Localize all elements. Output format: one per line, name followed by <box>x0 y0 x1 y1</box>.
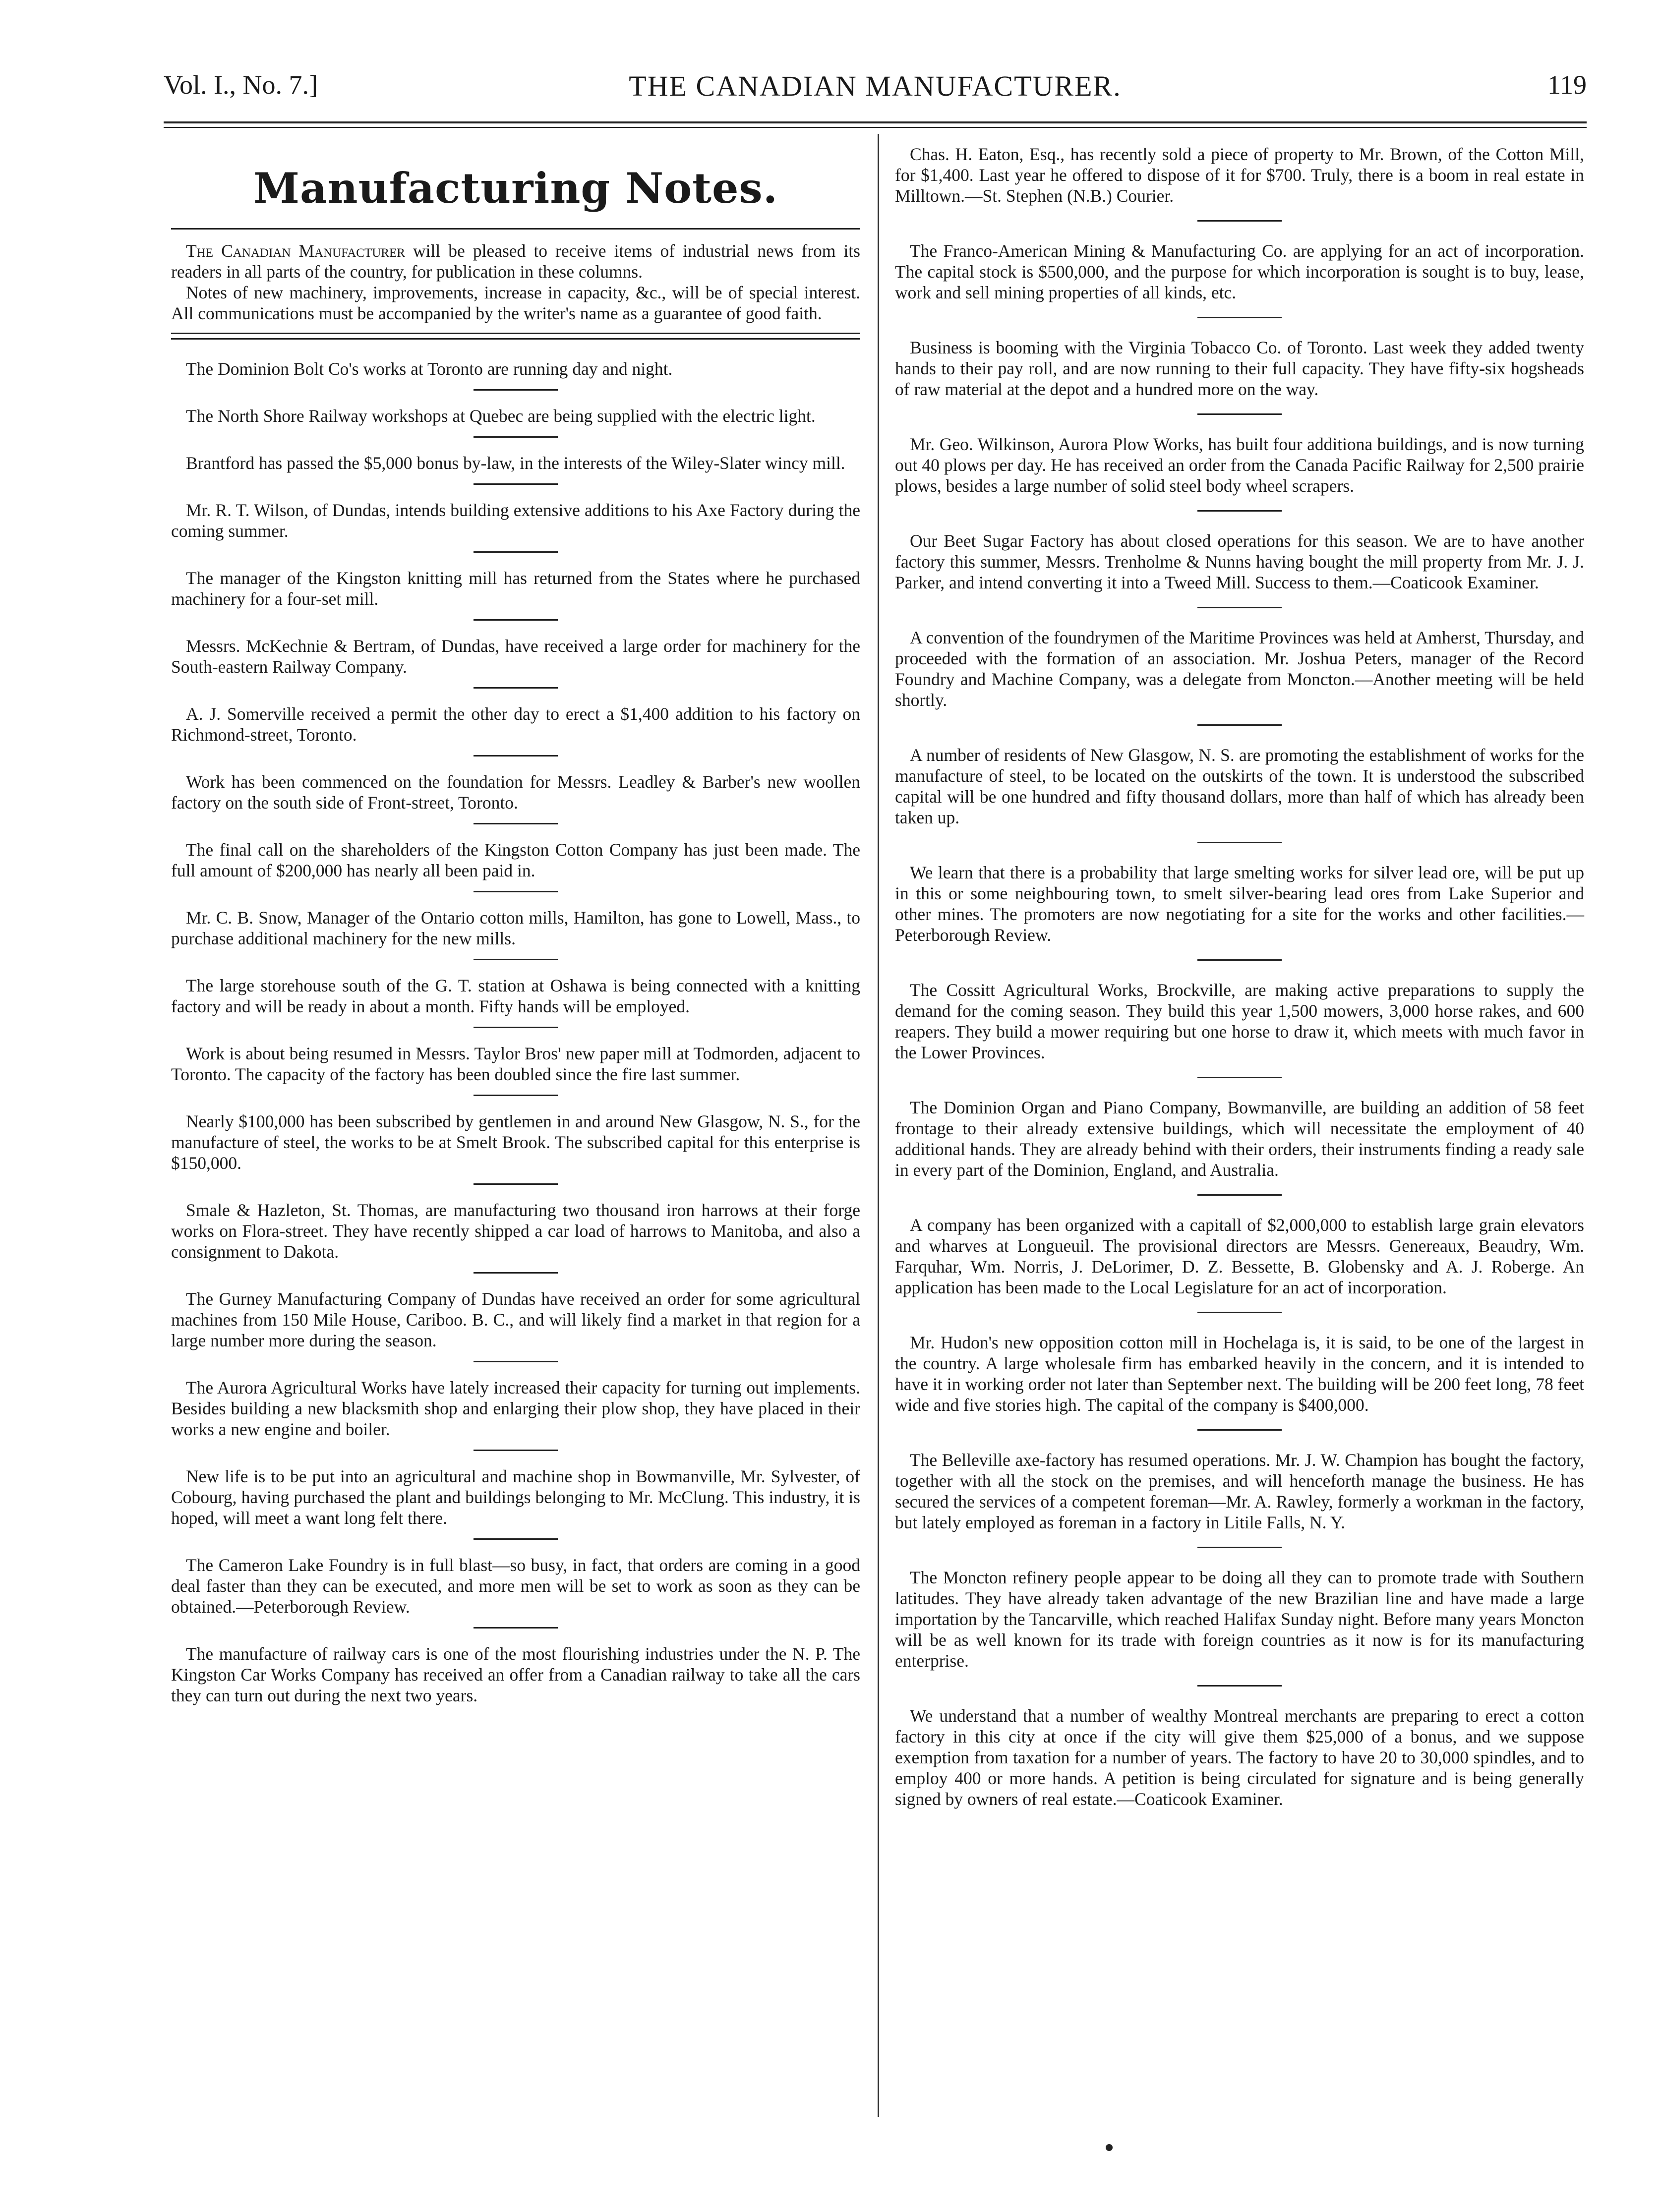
news-item-text: Work is about being resumed in Messrs. Taylor Bros' new paper mill at Todmorden, adjacent to Toronto. The capacity of the factory has been doubled since the fire last summer. <box>171 1044 860 1084</box>
news-item <box>171 453 860 473</box>
intro-notice <box>171 240 860 324</box>
news-item <box>895 530 1584 593</box>
news-item <box>171 703 860 745</box>
news-item <box>171 1377 860 1440</box>
news-item-text: A company has been organized with a capitall of $2,000,000 to establish large grain elevators and wharves at Longueuil. The provisional directors are Messrs. Genereaux, Beaudry, Wm. Farquhar, Wm. Norris, J. DeLorimer, D. Z. Bessette, B. Globensky and A. J. Roberge. An application has been made to the Local Legislature for an act of incorporation. <box>895 1215 1584 1297</box>
news-item-text: Messrs. McKechnie & Bertram, of Dundas, have received a large order for machinery for the South-eastern Railway Company. <box>171 636 860 677</box>
news-item <box>171 406 860 426</box>
page-header <box>164 69 1587 119</box>
news-item-text: A number of residents of New Glasgow, N. S. are promoting the establishment of works for the manufacture of steel, to be located on the outskirts of the town. It is understood the subscribed capital will be one hundred and fifty thousand dollars, more than half of which has already been taken up. <box>895 745 1584 827</box>
item-separator <box>474 483 558 485</box>
title-rule <box>171 228 860 230</box>
news-item-text: Work has been commenced on the foundation for Messrs. Leadley & Barber's new woollen factory on the south side of Front-street, Toronto. <box>171 772 860 813</box>
news-item <box>171 1466 860 1528</box>
news-item-text: We understand that a number of wealthy Montreal merchants are preparing to erect a cotton factory in this city at once if the city will give them $25,000 of a bonus, and we suppose exemption from taxation for a number of years. The factory to have 20 to 30,000 spindles, and to employ 400 or more hands. A petition is being circulated for signature and is being generally signed by owners of real estate.—Coaticook Examiner. <box>895 1706 1584 1809</box>
right-column <box>895 144 1584 1809</box>
news-item <box>895 434 1584 496</box>
news-item <box>171 975 860 1017</box>
header-rule-top <box>164 121 1587 123</box>
news-item <box>171 636 860 677</box>
news-item-text: Mr. C. B. Snow, Manager of the Ontario cotton mills, Hamilton, has gone to Lowell, Mass., to purchase additional machinery for the new mills. <box>171 908 860 948</box>
item-separator <box>474 891 558 892</box>
item-separator <box>1197 317 1282 318</box>
news-item <box>171 500 860 541</box>
item-separator <box>474 823 558 824</box>
news-item <box>171 1288 860 1351</box>
item-separator <box>474 687 558 689</box>
news-item <box>895 1450 1584 1533</box>
news-item-text: Mr. Geo. Wilkinson, Aurora Plow Works, has built four additiona buildings, and is now turning out 40 plows per day. He has received an order from the Canada Pacific Railway for 2,500 prairie plows, besides a large number of solid steel body wheel scrapers. <box>895 434 1584 496</box>
item-separator <box>1197 1547 1282 1548</box>
left-news-list <box>171 358 860 1706</box>
news-item-text: Chas. H. Eaton, Esq., has recently sold a piece of property to Mr. Brown, of the Cotton Mill, for $1,400. Last year he offered to dispose of it for $700. Truly, there is a boom in real estate in Milltown.—St. Stephen (N.B.) Courier. <box>895 144 1584 206</box>
item-separator <box>474 1027 558 1028</box>
news-item <box>171 771 860 813</box>
news-item <box>171 1111 860 1173</box>
news-item-text: Smale & Hazleton, St. Thomas, are manufacturing two thousand iron harrows at their forge works on Flora-street. They have recently shipped a car load of harrows to Manitoba, and also a consignment to Dakota. <box>171 1200 860 1262</box>
news-item <box>895 337 1584 400</box>
column-divider <box>878 134 879 2117</box>
news-item-text: The Gurney Manufacturing Company of Dundas have received an order for some agricultural machines from 150 Mile House, Cariboo. B. C., and will likely find a market in that region for a large number more during the season. <box>171 1289 860 1350</box>
news-item-text: Business is booming with the Virginia Tobacco Co. of Toronto. Last week they added twenty hands to their pay roll, and are now running to their full capacity. They have fifty-six hogsheads of raw material at the depot and a hundred more on the way. <box>895 338 1584 399</box>
item-separator <box>474 389 558 391</box>
news-item-text: Brantford has passed the $5,000 bonus by-law, in the interests of the Wiley-Slater wincy mill. <box>186 453 845 473</box>
news-item <box>171 1043 860 1085</box>
magazine-name: The Canadian Manufacturer <box>186 241 405 261</box>
news-item-text: New life is to be put into an agricultural and machine shop in Bowmanville, Mr. Sylvester, of Cobourg, having purchased the plant and buildings belonging to Mr. McClung. This industry, it is hoped, will meet a want long felt there. <box>171 1466 860 1528</box>
volume-number: Vol. I., No. 7.] <box>164 70 318 100</box>
item-separator <box>474 551 558 553</box>
news-item-text: A. J. Somerville received a permit the other day to erect a $1,400 addition to his factory on Richmond-street, Toronto. <box>171 704 860 745</box>
item-separator <box>1197 842 1282 843</box>
news-item <box>895 1332 1584 1415</box>
news-item-text: Our Beet Sugar Factory has about closed operations for this season. We are to have another factory this summer, Messrs. Trenholme & Nunns having bought the mill property from Mr. J. J. Parker, and intend converting it into a Tweed Mill. Success to them.—Coaticook Examiner. <box>895 531 1584 592</box>
item-separator <box>474 1272 558 1274</box>
news-item <box>171 1643 860 1706</box>
section-title: Manufacturing Notes. <box>253 164 778 213</box>
item-separator <box>474 1450 558 1451</box>
news-item-text: We learn that there is a probability that large smelting works for silver lead ore, will be put up in this or some neighbouring town, to smelt silver-bearing lead ores from Lake Superior and other mines. The promoters are now negotiating for a site for the works and other facilities.—Peterborough Review. <box>895 863 1584 945</box>
item-separator <box>1197 1685 1282 1687</box>
news-item-text: The Cameron Lake Foundry is in full blast—so busy, in fact, that orders are coming in a good deal faster than they can be executed, and more men will be set to work as soon as they can be obtained.—Peterborough Review. <box>171 1555 860 1617</box>
item-separator <box>474 755 558 757</box>
news-item <box>895 240 1584 303</box>
item-separator <box>1197 510 1282 512</box>
news-item <box>895 1215 1584 1298</box>
news-item <box>895 144 1584 206</box>
item-separator <box>1197 607 1282 608</box>
news-item-text: The final call on the shareholders of the Kingston Cotton Company has just been made. The full amount of $200,000 has nearly all been paid in. <box>171 840 860 880</box>
news-item <box>895 627 1584 710</box>
news-item-text: The Cossitt Agricultural Works, Brockville, are making active preparations to supply the demand for the coming season. They build this year 1,500 mowers, 3,000 horse rakes, and 600 reapers. They build a mower requiring but one horse to draw it, which meets with much favor in the Lower Provinces. <box>895 980 1584 1062</box>
news-item-text: Mr. Hudon's new opposition cotton mill in Hochelaga is, it is said, to be one of the largest in the country. A large wholesale firm has embarked heavily in the concern, and it is intended to have it in working order not later than September next. The building will be 200 feet long, 78 feet wide and five stories high. The capital of the company is $400,000. <box>895 1333 1584 1415</box>
news-item-text: The large storehouse south of the G. T. station at Oshawa is being connected with a knitting factory and will be ready in about a month. Fifty hands will be employed. <box>171 976 860 1016</box>
news-item-text: The Dominion Organ and Piano Company, Bowmanville, are building an addition of 58 feet frontage to their already extensive buildings, which will necessitate the employment of 40 additional hands. They are already behind with their orders, their instruments finding a ready sale in every part of the Dominion, England, and Australia. <box>895 1098 1584 1180</box>
item-separator <box>1197 1312 1282 1313</box>
news-item <box>895 980 1584 1063</box>
item-separator <box>1197 1194 1282 1196</box>
intro-rule-bottom <box>171 338 860 340</box>
news-item <box>171 907 860 949</box>
intro-paragraph-1 <box>171 240 860 282</box>
item-separator <box>1197 724 1282 726</box>
item-separator <box>474 1095 558 1096</box>
intro-paragraph-2: Notes of new machinery, improvements, increase in capacity, &c., will be of special interest. All communications must be accompanied by the writer's name as a guarantee of good faith. <box>171 283 860 323</box>
news-item-text: The manager of the Kingston knitting mill has returned from the States where he purchased machinery for a four-set mill. <box>171 568 860 609</box>
item-separator <box>1197 1429 1282 1431</box>
item-separator <box>1197 1077 1282 1078</box>
item-separator <box>1197 220 1282 222</box>
news-item-text: The Aurora Agricultural Works have lately increased their capacity for turning out implements. Besides building a new blacksmith shop and enlarging their plow shop, they have placed in their works a new engine and boiler. <box>171 1378 860 1439</box>
item-separator <box>474 1361 558 1362</box>
news-item <box>895 1567 1584 1671</box>
news-item <box>171 1555 860 1617</box>
news-item-text: A convention of the foundrymen of the Maritime Provinces was held at Amherst, Thursday, and proceeded with the formation of an association. Mr. Joshua Peters, manager of the Record Foundry and Machine Company, was a delegate from Moncton.—Another meeting will be held shortly. <box>895 628 1584 710</box>
publication-title: THE CANADIAN MANUFACTURER. <box>629 70 1122 102</box>
news-item <box>895 1705 1584 1809</box>
news-item <box>895 1097 1584 1180</box>
left-column <box>171 134 860 1706</box>
item-separator <box>1197 959 1282 961</box>
intro-rule-top <box>171 333 860 334</box>
news-item <box>895 862 1584 945</box>
item-separator <box>474 619 558 621</box>
page-ornament-dot <box>1106 2144 1113 2151</box>
news-item-text: The Franco-American Mining & Manufacturing Co. are applying for an act of incorporation. The capital stock is $500,000, and the purpose for which incorporation is sought is to buy, lease, work and sell mining properties of all kinds, etc. <box>895 241 1584 302</box>
news-item-text: Mr. R. T. Wilson, of Dundas, intends building extensive additions to his Axe Factory during the coming summer. <box>171 500 860 541</box>
news-item-text: The Moncton refinery people appear to be doing all they can to promote trade with Southern latitudes. They have already taken advantage of the new Brazilian line and have made a large importation by the Tancarville, which reached Halifax Sunday night. Before many years Moncton will be as well known for its trade with foreign countries as it now is for its manufacturing enterprise. <box>895 1568 1584 1671</box>
news-item-text: The manufacture of railway cars is one of the most flourishing industries under the N. P. The Kingston Car Works Company has received an offer from a Canadian railway to take all the cars they can turn out during the next two years. <box>171 1644 860 1705</box>
news-item <box>171 358 860 379</box>
news-item-text: Nearly $100,000 has been subscribed by gentlemen in and around New Glasgow, N. S., for the manufacture of steel, the works to be at Smelt Brook. The subscribed capital for this enterprise is $150,000. <box>171 1111 860 1173</box>
news-item <box>171 1200 860 1262</box>
intro-text-1: will be pleased to receive items of industrial news from its readers in all parts of the country, for publication in these columns. <box>171 241 860 282</box>
news-item <box>895 745 1584 828</box>
item-separator <box>474 436 558 438</box>
item-separator <box>1197 413 1282 415</box>
header-rule-bottom <box>164 127 1587 128</box>
item-separator <box>474 1183 558 1185</box>
news-item <box>171 839 860 881</box>
item-separator <box>474 1538 558 1540</box>
news-item-text: The Dominion Bolt Co's works at Toronto are running day and night. <box>186 359 673 379</box>
news-item <box>171 568 860 609</box>
news-item-text: The North Shore Railway workshops at Quebec are being supplied with the electric light. <box>186 406 816 426</box>
item-separator <box>474 959 558 960</box>
news-item-text: The Belleville axe-factory has resumed operations. Mr. J. W. Champion has bought the factory, together with all the stock on the premises, and will henceforth manage the business. He has secured the services of a competent foreman—Mr. A. Rawley, formerly a workman in the factory, but lately employed as foreman in a factory in Litile Falls, N. Y. <box>895 1450 1584 1532</box>
page-number: 119 <box>1547 70 1587 100</box>
right-news-list <box>895 144 1584 1809</box>
item-separator <box>474 1627 558 1629</box>
